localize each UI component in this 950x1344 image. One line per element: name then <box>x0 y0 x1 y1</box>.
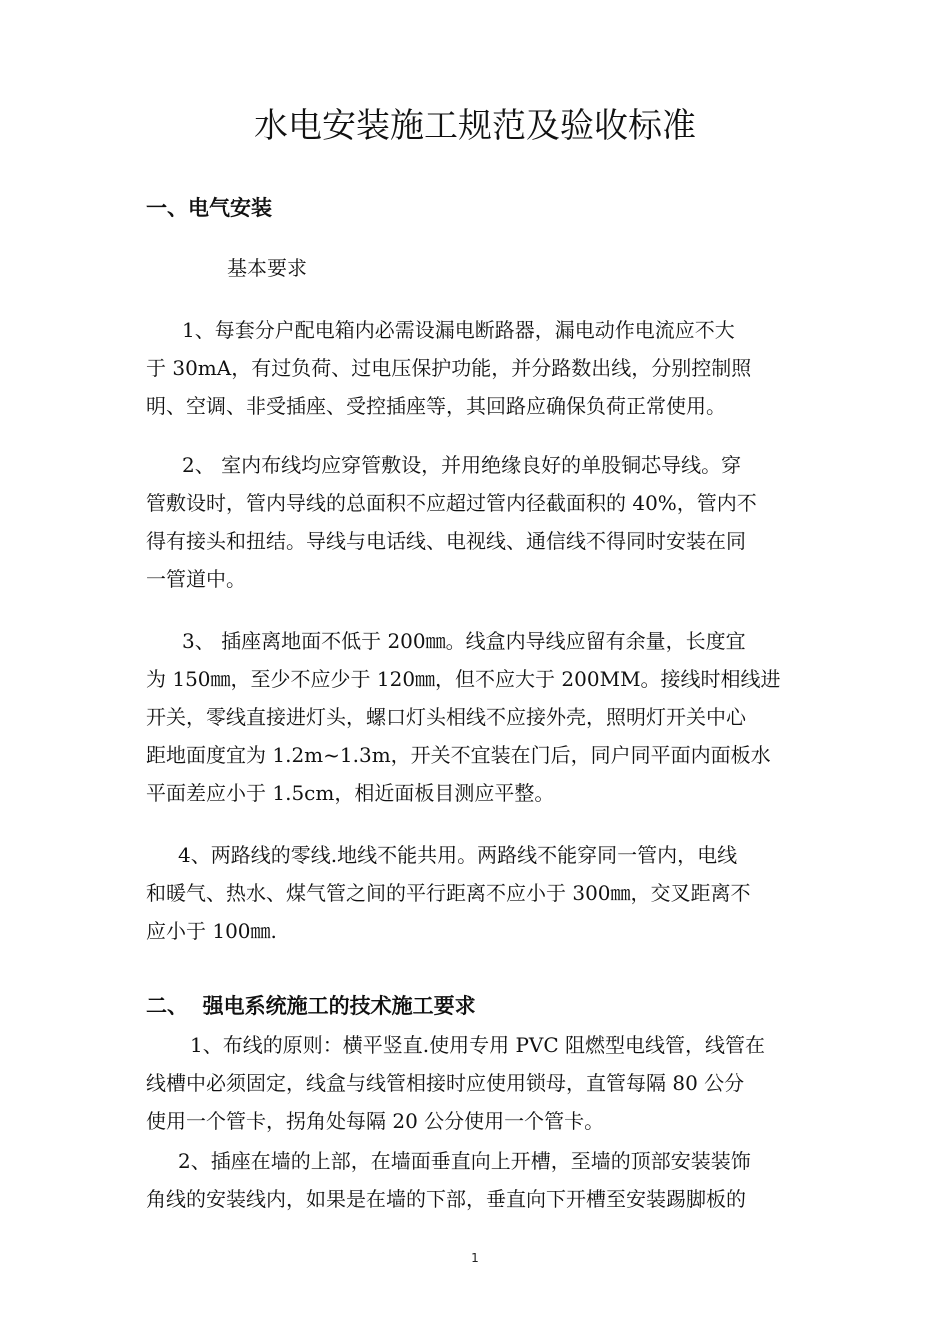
text-line: 2、插座在墙的上部，在墙面垂直向上开槽，至墙的顶部安装装饰 <box>178 1149 751 1173</box>
text-line: 得有接头和扭结。导线与电话线、电视线、通信线不得同时安装在同 <box>146 529 746 553</box>
text-line: 开关，零线直接进灯头，螺口灯头相线不应接外壳，照明灯开关中心 <box>146 705 746 729</box>
page-number: 1 <box>471 1251 479 1265</box>
section-heading-power-system: 二、 强电系统施工的技术施工要求 <box>146 994 476 1018</box>
text-line: 一管道中。 <box>146 567 246 591</box>
text-line: 线槽中必须固定，线盒与线管相接时应使用锁母，直管每隔 80 公分 <box>146 1071 745 1095</box>
text-line: 为 150㎜，至少不应少于 120㎜，但不应大于 200MM。接线时相线进 <box>146 667 781 691</box>
text-line: 角线的安装线内，如果是在墙的下部，垂直向下开槽至安装踢脚板的 <box>146 1187 746 1211</box>
paragraph-6 <box>146 1142 808 1218</box>
text-line: 3、 插座离地面不低于 200㎜。线盒内导线应留有余量，长度宜 <box>182 629 746 653</box>
text-line: 和暖气、热水、煤气管之间的平行距离不应小于 300㎜，交叉距离不 <box>146 881 751 905</box>
text-line: 距地面度宜为 1.2m~1.3m，开关不宜装在门后，同户同平面内面板水 <box>146 743 771 767</box>
paragraph-3 <box>146 622 808 812</box>
text-line: 明、空调、非受插座、受控插座等，其回路应确保负荷正常使用。 <box>146 394 726 418</box>
text-line: 于 30mA，有过负荷、过电压保护功能，并分路数出线，分别控制照 <box>146 356 752 380</box>
paragraph-1 <box>146 311 808 425</box>
document-title: 水电安装施工规范及验收标准 <box>254 106 696 146</box>
text-line: 1、布线的原则：横平竖直.使用专用 PVC 阻燃型电线管，线管在 <box>190 1033 765 1057</box>
text-line: 平面差应小于 1.5cm，相近面板目测应平整。 <box>146 781 555 805</box>
text-line: 使用一个管卡，拐角处每隔 20 公分使用一个管卡。 <box>146 1109 605 1133</box>
text-line: 4、两路线的零线.地线不能共用。两路线不能穿同一管内，电线 <box>178 843 738 867</box>
section-heading-electrical: 一、电气安装 <box>146 196 272 220</box>
paragraph-5 <box>146 1026 808 1140</box>
text-line: 2、 室内布线均应穿管敷设，并用绝缘良好的单股铜芯导线。穿 <box>182 453 742 477</box>
text-line: 1、每套分户配电箱内必需设漏电断路器，漏电动作电流应不大 <box>182 318 735 342</box>
paragraph-2 <box>146 446 808 598</box>
text-line: 应小于 100㎜. <box>146 919 277 943</box>
paragraph-4 <box>146 836 808 950</box>
subheading-basic-requirements: 基本要求 <box>227 256 307 280</box>
text-line: 管敷设时，管内导线的总面积不应超过管内径截面积的 40%，管内不 <box>146 491 757 515</box>
